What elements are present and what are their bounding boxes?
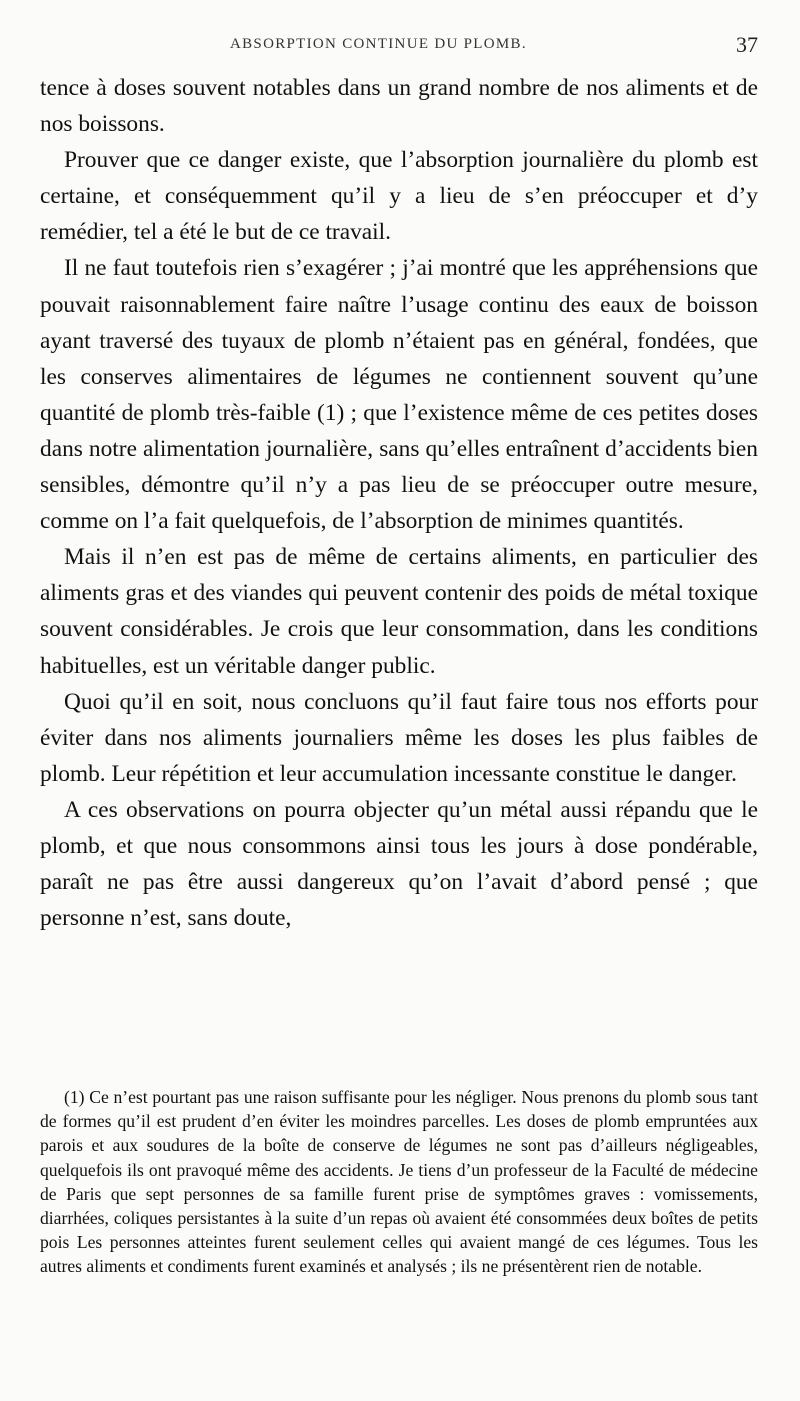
paragraph: Quoi qu’il en soit, nous concluons qu’il faut faire tous nos efforts pour éviter dans nos aliments journaliers même les doses les plus faibles de plomb. Leur répétition et leur accumulation incessante constitue le danger.: [40, 688, 758, 787]
running-title: ABSORPTION CONTINUE DU PLOMB.: [230, 36, 527, 52]
paragraph: Prouver que ce danger existe, que l’absorption journalière du plomb est certaine, et conséquemment qu’il y a lieu de s’en préoccuper et d’y remédier, tel a été le but de ce travail.: [40, 147, 758, 246]
footnote: (1) Ce n’est pourtant pas une raison suffisante pour les négliger. Nous prenons du plomb sous tant de formes qu’il est prudent d’en éviter les moindres parcelles. Les doses de plomb empruntées aux parois et aux soudures de la boîte de conserve de légumes ne sont pas d’ailleurs négligeables, quelquefois ils ont pravoqué même des accidents. Je tiens d’un professeur de la Faculté de médecine de Paris que sept personnes de sa famille furent prise de symptômes graves : vomissements, diarrhées, coliques persistantes à la suite d’un repas où avaient été consommées deux boîtes de petits pois Les personnes atteintes furent seulement celles qui avaient mangé de ces légumes. Tous les autres aliments et condiments furent examinés et analysés ; ils ne présentèrent rien de notable.: [40, 1087, 758, 1277]
running-header: [0, 32, 800, 62]
footnotes: [40, 1085, 758, 1279]
body-text: [40, 70, 758, 936]
paragraph: A ces observations on pourra objecter qu’un métal aussi répandu que le plomb, et que nous consommons ainsi tous les jours à dose pondérable, paraît ne pas être aussi dangereux qu’on l’avait d’abord pensé ; que personne n’est, sans doute,: [40, 796, 758, 932]
paragraph-continued: tence à doses souvent notables dans un grand nombre de nos aliments et de nos boissons.: [40, 75, 758, 138]
paragraph: Mais il n’en est pas de même de certains aliments, en particulier des aliments gras et des viandes qui peuvent contenir des poids de métal toxique souvent considérables. Je crois que leur consommation, dans les conditions habituelles, est un véritable danger public.: [40, 544, 758, 679]
paragraph: Il ne faut toutefois rien s’exagérer ; j’ai montré que les appréhensions que pouvait raisonnablement faire naître l’usage continu des eaux de boisson ayant traversé des tuyaux de plomb n’étaient pas en général, fondées, que les conserves alimentaires de légumes ne contiennent souvent qu’une quantité de plomb très-faible (1) ; que l’existence même de ces petites doses dans notre alimentation journalière, sans qu’elles entraînent d’accidents bien sensibles, démontre qu’il n’y a pas lieu de se préoccuper outre mesure, comme on l’a fait quelquefois, de l’absorption de minimes quantités.: [40, 255, 758, 535]
page-number: 37: [736, 32, 758, 57]
